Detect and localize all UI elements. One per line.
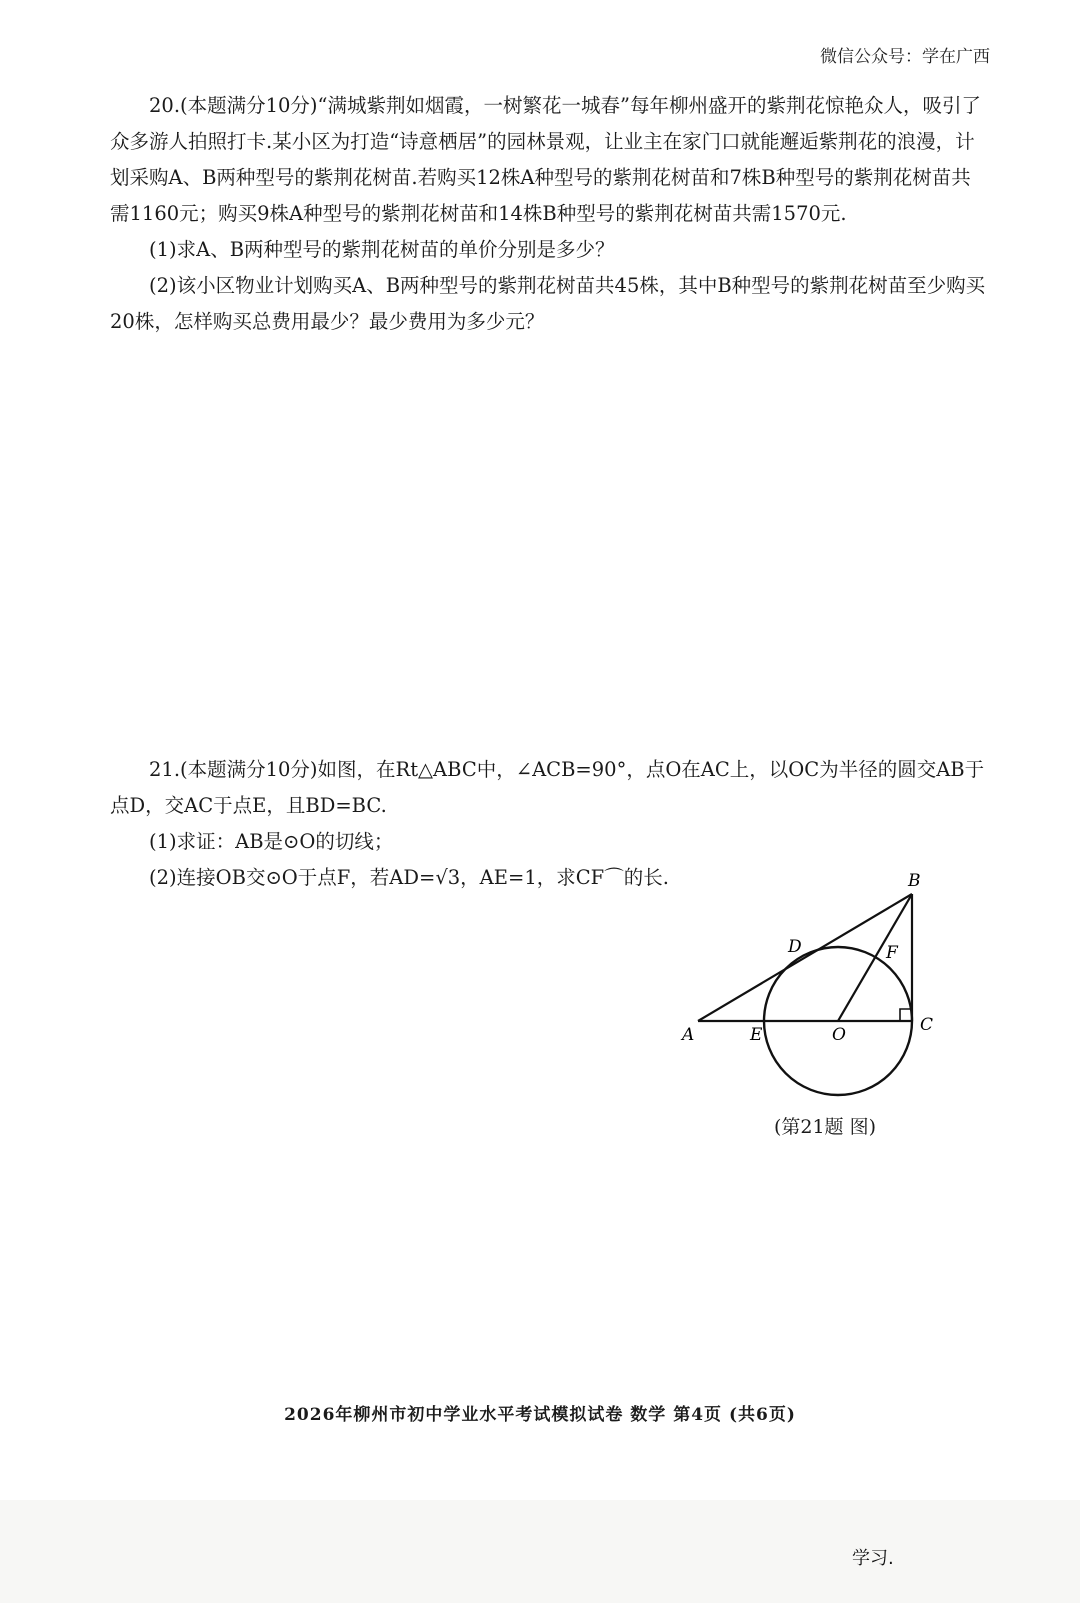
question-21 [110, 752, 990, 896]
geometry-svg [682, 871, 960, 1150]
question-21-part-1: (1)求证：AB是⊙O的切线； [149, 830, 394, 853]
question-20-stem: 20.(本题满分10分)“满城紫荆如烟霞，一树繁花一城春”每年柳州盛开的紫荆花惊艳众人，吸引了众多游人拍照打卡.某小区为打造“诗意栖居”的园林景观，让业主在家门口就能邂逅紫荆花的浪漫，计划采购A、B两种型号的紫荆花树苗.若购买12株A种型号的紫荆花树苗和7株B种型号的紫荆花树苗共需1160元；购买9株A种型号的紫荆花树苗和14株B种型号的紫荆花树苗共需1570元. [110, 94, 981, 225]
label-f: F [886, 943, 898, 963]
question-21-part-2: (2)连接OB交⊙O于点F，若AD=√3，AE=1，求CF⌒的长. [149, 866, 669, 889]
question-20 [110, 88, 990, 340]
bottom-note: 学习. [852, 1548, 894, 1569]
figure-caption: (第21题 图) [773, 1116, 877, 1138]
label-c: C [920, 1015, 934, 1035]
label-d: D [788, 937, 802, 957]
label-e: E [750, 1025, 763, 1045]
question-20-part-2: (2)该小区物业计划购买A、B两种型号的紫荆花树苗共45株，其中B种型号的紫荆花树苗至少购买20株，怎样购买总费用最少？最少费用为多少元？ [110, 274, 986, 333]
watermark-text: 微信公众号：学在广西 [820, 47, 990, 67]
page-footer: 2026年柳州市初中学业水平考试模拟试卷 数学 第4页 (共6页) [284, 1405, 796, 1425]
label-b: B [908, 871, 921, 891]
label-o: O [832, 1025, 846, 1045]
geometry-figure [682, 871, 960, 1150]
question-20-part-1: (1)求A、B两种型号的紫荆花树苗的单价分别是多少？ [149, 238, 615, 261]
label-a: A [682, 1025, 695, 1045]
question-21-stem: 21.(本题满分10分)如图，在Rt△ABC中，∠ACB=90°，点O在AC上，以OC为半径的圆交AB于点D，交AC于点E，且BD=BC. [110, 758, 985, 817]
segment-ab [698, 894, 912, 1021]
